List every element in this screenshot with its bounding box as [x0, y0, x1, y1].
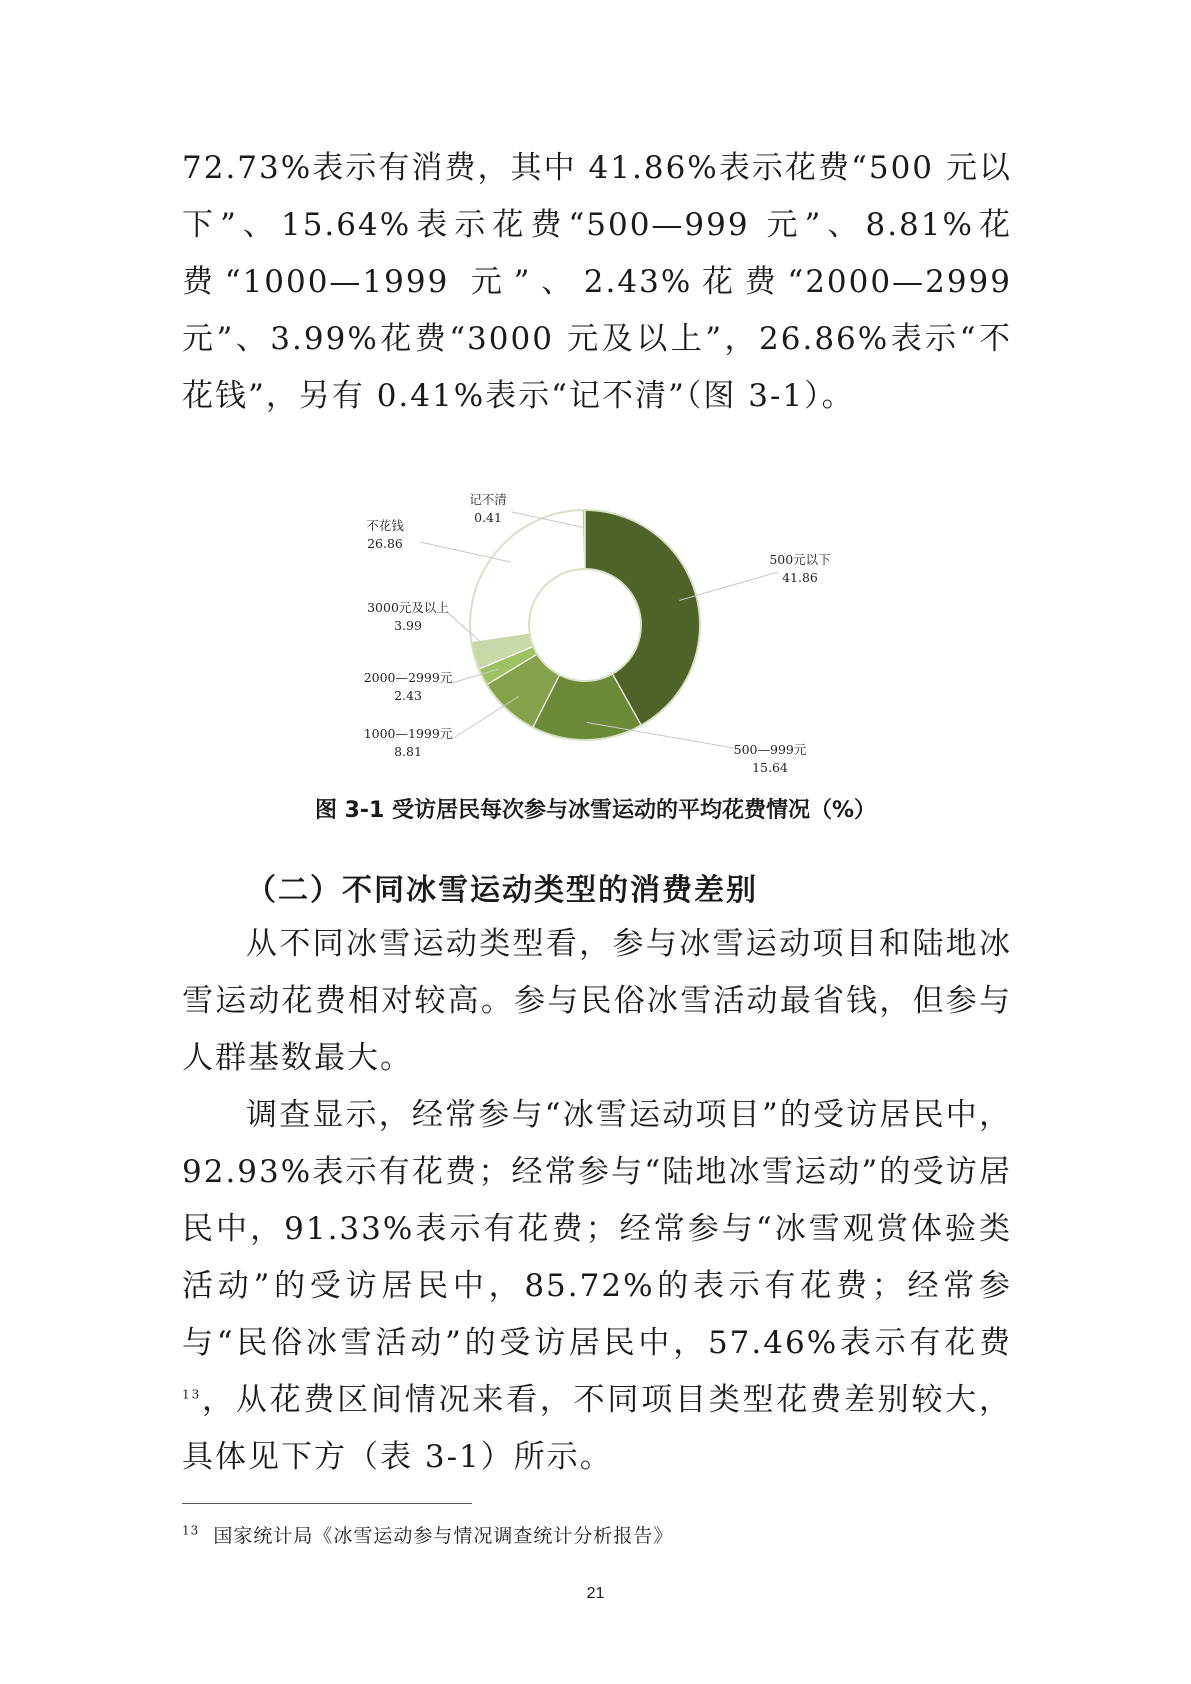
footnote-number: 13: [182, 1523, 200, 1538]
footnote-ref[interactable]: 13: [182, 1387, 202, 1402]
footnote-text: 国家统计局《冰雪运动参与情况调查统计分析报告》: [213, 1525, 674, 1547]
body-paragraph-intro: 72.73%表示有消费，其中 41.86%表示花费“500 元以下”、15.64%表示花费“500—999 元”、8.81%花费“1000—1999 元”、2.43%花费“2000—2999 元”、3.99%花费“3000 元及以上”，26.86%表示“不花钱”，另有 0.41%表示“记不清”（图 3-1）。: [182, 150, 1012, 414]
slice-value-2: 8.81: [394, 744, 422, 759]
slice-label-0: 500元以下: [769, 552, 831, 567]
body-paragraph-summary: 从不同冰雪运动类型看，参与冰雪运动项目和陆地冰雪运动花费相对较高。参与民俗冰雪活动最省钱，但参与人群基数最大。: [182, 926, 1012, 1076]
survey-text-end: ，从花费区间情况来看，不同项目类型花费差别较大，具体见下方（表 3-1）所示。: [182, 1382, 1012, 1475]
slice-value-3: 2.43: [394, 688, 422, 703]
slice-value-0: 41.86: [782, 570, 818, 585]
slice-label-2: 1000—1999元: [363, 726, 453, 741]
slice-value-1: 15.64: [752, 760, 788, 775]
slice-5: [470, 510, 584, 641]
donut-chart: [340, 492, 860, 782]
footnote: [182, 1522, 673, 1550]
slice-label-3: 2000—2999元: [363, 670, 453, 685]
slice-label-6: 记不清: [469, 492, 507, 507]
figure-caption: 图 3-1 受访居民每次参与冰雪运动的平均花费情况（%）: [314, 798, 877, 823]
leader-line-2: [452, 696, 519, 739]
slice-value-5: 26.86: [367, 536, 403, 551]
inner-ring-border: [529, 569, 641, 681]
slice-label-5: 不花钱: [366, 518, 404, 533]
slice-value-4: 3.99: [394, 618, 422, 633]
body-paragraph-survey: [182, 1087, 1012, 1486]
slice-label-1: 500—999元: [733, 742, 807, 757]
survey-text: 调查显示，经常参与“冰雪运动项目”的受访居民中，92.93%表示有花费；经常参与“陆地冰雪运动”的受访居民中，91.33%表示有花费；经常参与“冰雪观赏体验类活动”的受访居民中，85.72%的表示有花费；经常参与“民俗冰雪活动”的受访居民中，57.46%表示有花费: [182, 1097, 1012, 1361]
slice-value-6: 0.41: [474, 510, 502, 525]
footnote-divider: [182, 1503, 472, 1504]
page-number: 21: [586, 1585, 605, 1602]
slice-label-4: 3000元及以上: [367, 600, 449, 615]
section-heading: （二）不同冰雪运动类型的消费差别: [246, 873, 758, 908]
